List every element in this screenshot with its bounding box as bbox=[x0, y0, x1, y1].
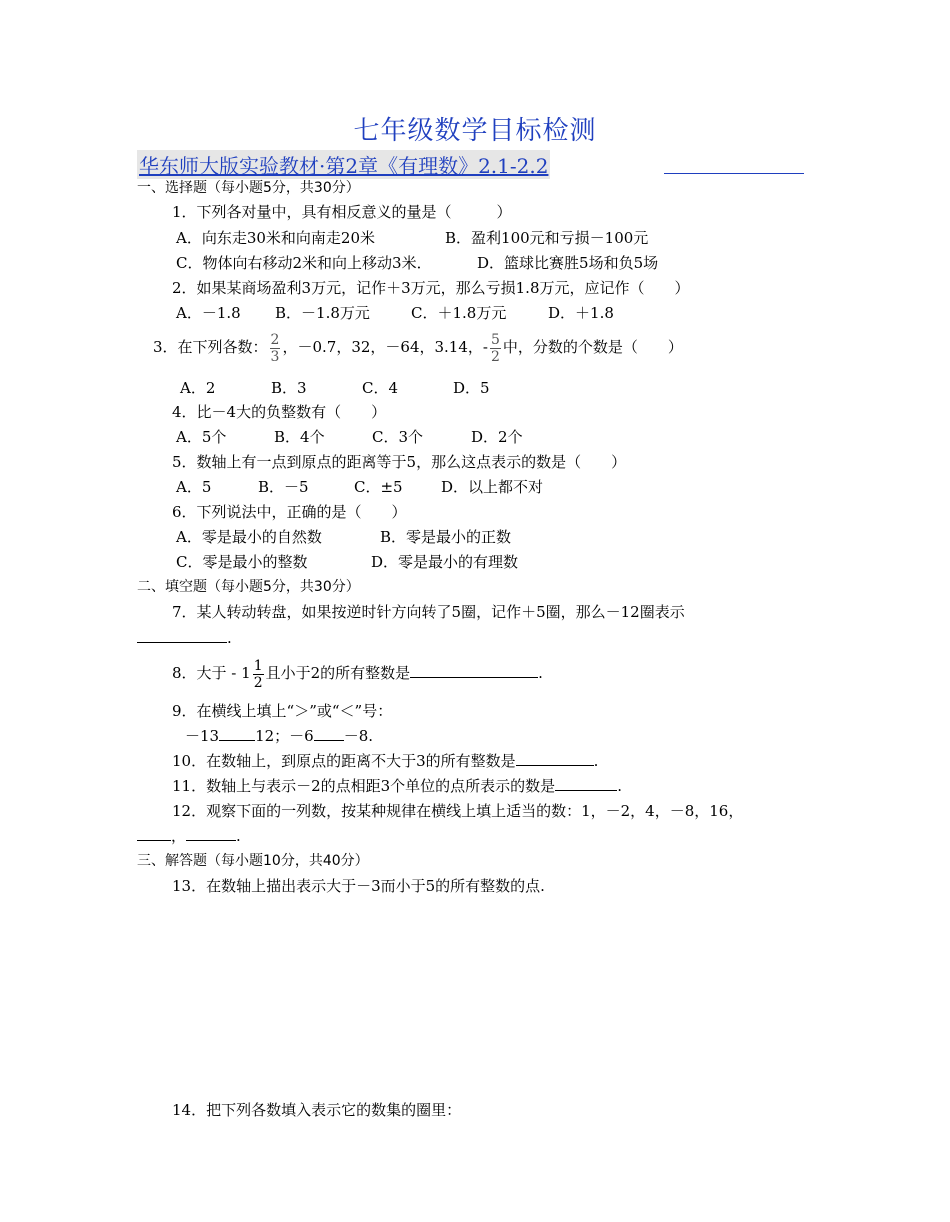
question-3-option-d: D．5 bbox=[453, 379, 490, 397]
question-4-option-a: A．5个 bbox=[176, 428, 227, 446]
question-10-stem: 10．在数轴上，到原点的距离不大于3的所有整数是 . bbox=[172, 752, 599, 770]
answer-blank[interactable] bbox=[219, 726, 255, 741]
question-9-stem: 9．在横线上填上“＞”或“＜”号： bbox=[172, 702, 393, 720]
question-4-option-c: C．3个 bbox=[372, 428, 424, 446]
question-1-option-a: A．向东走30米和向南走20米 bbox=[176, 229, 376, 247]
question-3-stem bbox=[153, 329, 683, 369]
subtitle-blank-line bbox=[664, 173, 804, 174]
question-6-option-d: D．零是最小的有理数 bbox=[371, 553, 519, 571]
question-6-stem: 6．下列说法中，正确的是（ ） bbox=[172, 503, 407, 521]
question-5-option-c: C．±5 bbox=[354, 478, 403, 496]
fraction-five-halves: $\frac{5}{2}$ bbox=[490, 331, 500, 365]
question-4-option-d: D．2个 bbox=[471, 428, 523, 446]
question-4-stem: 4．比－4大的负整数有（ ） bbox=[172, 403, 387, 421]
question-13-stem: 13．在数轴上描出表示大于－3而小于5的所有整数的点. bbox=[172, 877, 545, 895]
question-6-option-c: C．零是最小的整数 bbox=[176, 553, 308, 571]
answer-blank[interactable] bbox=[555, 776, 617, 791]
answer-blank[interactable] bbox=[137, 628, 227, 643]
question-3-option-c: C．4 bbox=[362, 379, 399, 397]
section-heading-fill: 二、填空题（每小题5分，共30分） bbox=[137, 579, 360, 595]
question-7-answer-line: . bbox=[137, 628, 232, 648]
question-5-option-a: A．5 bbox=[176, 478, 212, 496]
answer-blank[interactable] bbox=[137, 826, 171, 841]
question-3-middle: ，－0.7，32，－64，3.14，- bbox=[282, 338, 488, 356]
question-9-items: －13 12；－6 －8. bbox=[185, 727, 374, 745]
question-12-answer-line: ， . bbox=[137, 826, 241, 846]
answer-blank[interactable] bbox=[516, 751, 594, 766]
question-3-option-a: A．2 bbox=[180, 379, 216, 397]
question-3-prefix: 3．在下列各数： bbox=[153, 338, 268, 356]
page-title: 七年级数学目标检测 bbox=[353, 116, 597, 146]
question-7-stem: 7．某人转动转盘，如果按逆时针方向转了5圈，记作＋5圈，那么－12圈表示 bbox=[172, 603, 685, 621]
question-2-stem: 2．如果某商场盈利3万元，记作＋3万元，那么亏损1.8万元，应记作（ ） bbox=[172, 279, 690, 297]
question-2-option-c: C．＋1.8万元 bbox=[411, 304, 507, 322]
question-1-option-d: D．篮球比赛胜5场和负5场 bbox=[477, 254, 659, 272]
question-2-option-a: A．－1.8 bbox=[176, 304, 241, 322]
question-5-stem: 5．数轴上有一点到原点的距离等于5，那么这点表示的数是（ ） bbox=[172, 453, 627, 471]
question-2-option-d: D．＋1.8 bbox=[548, 304, 614, 322]
question-6-option-b: B．零是最小的正数 bbox=[380, 528, 512, 546]
answer-blank[interactable] bbox=[186, 826, 236, 841]
answer-blank[interactable] bbox=[314, 726, 344, 741]
answer-blank[interactable] bbox=[410, 663, 538, 678]
question-6-option-a: A．零是最小的自然数 bbox=[176, 528, 322, 546]
question-3-suffix: 中，分数的个数是（ ） bbox=[502, 338, 683, 356]
question-1-stem: 1．下列各对量中，具有相反意义的量是（ ） bbox=[172, 203, 512, 221]
question-11-stem: 11．数轴上与表示－2的点相距3个单位的点所表示的数是 . bbox=[172, 777, 622, 795]
section-heading-solve: 三、解答题（每小题10分，共40分） bbox=[137, 853, 369, 869]
question-3-option-b: B．3 bbox=[271, 379, 307, 397]
fraction-one-half: $\frac{1}{2}$ bbox=[253, 657, 263, 691]
fraction-two-thirds: $\frac{2}{3}$ bbox=[270, 331, 280, 365]
question-8-stem: 8．大于 - 1 $\frac{1}{2}$ 且小于2的所有整数是 . bbox=[172, 657, 543, 691]
question-5-option-d: D．以上都不对 bbox=[441, 478, 544, 496]
question-5-option-b: B．－5 bbox=[258, 478, 309, 496]
page-subtitle: 华东师大版实验教材·第2章《有理数》2.1-2.2 bbox=[137, 150, 550, 179]
question-4-option-b: B．4个 bbox=[274, 428, 325, 446]
question-12-stem: 12．观察下面的一列数，按某种规律在横线上填上适当的数：1，－2，4，－8，16， bbox=[172, 802, 744, 820]
question-1-option-c: C．物体向右移动2米和向上移动3米． bbox=[176, 254, 432, 272]
section-heading-choice: 一、选择题（每小题5分，共30分） bbox=[137, 180, 360, 196]
question-14-stem: 14．把下列各数填入表示它的数集的圈里： bbox=[172, 1101, 462, 1119]
question-2-option-b: B．－1.8万元 bbox=[275, 304, 370, 322]
question-1-option-b: B．盈利100元和亏损－100元 bbox=[445, 229, 649, 247]
